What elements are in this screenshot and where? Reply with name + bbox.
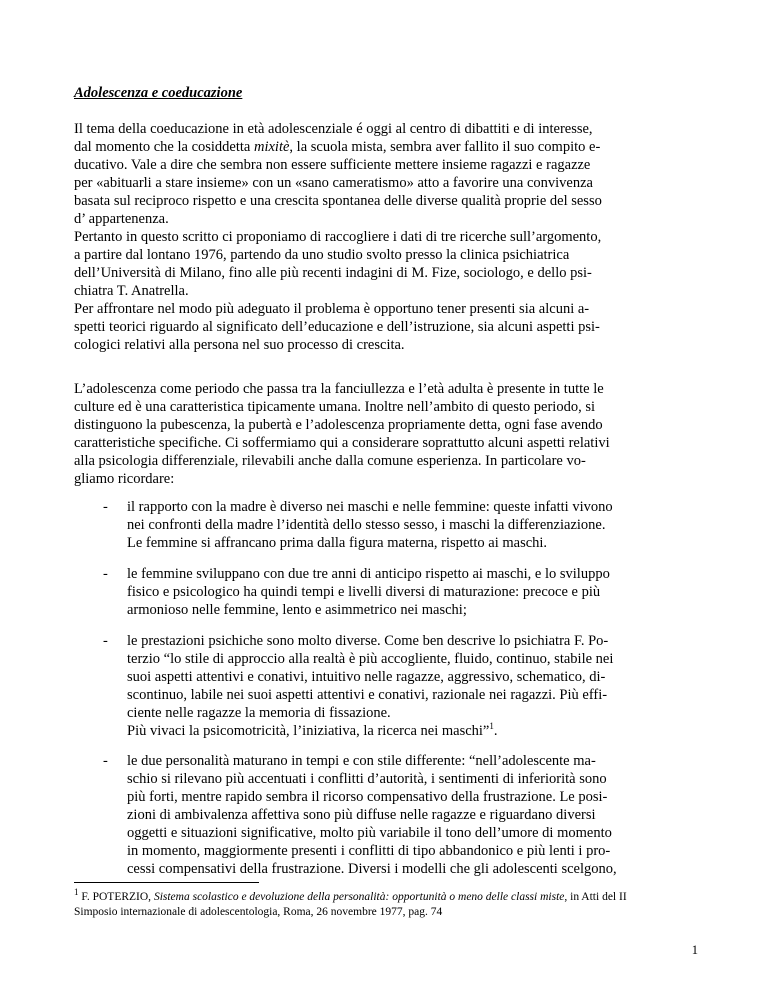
- text-line: Le femmine si affrancano prima dalla figura materna, rispetto ai maschi.: [127, 535, 548, 551]
- paragraph-adolescence: [74, 380, 697, 488]
- text-line: suoi aspetti attentivi e conativi, intuitivo nelle ragazze, aggressivo, schematico, di-: [127, 669, 606, 685]
- text-line: basata sul reciproco rispetto e una crescita spontanea delle diverse qualità proprie del sesso: [74, 193, 602, 209]
- text-line: d’ appartenenza.: [74, 211, 169, 227]
- text-line: ducativo. Vale a dire che sembra non essere sufficiente mettere insieme ragazzi e ragazze: [74, 157, 591, 173]
- footnote-ref: 1: [489, 721, 494, 732]
- text-line: caratteristiche specifiche. Ci soffermiamo qui a considerare soprattutto alcuni aspetti relativi: [74, 435, 610, 451]
- text-line: Il tema della coeducazione in età adolescenziale é oggi al centro di dibattiti e di interesse,: [74, 121, 593, 137]
- mixite-term: mixitè: [253, 139, 290, 155]
- paragraph-intro: [74, 120, 697, 354]
- list-dash: -: [103, 633, 108, 649]
- page-number: 1: [691, 943, 698, 957]
- text-line: le femmine sviluppano con due tre anni di anticipo rispetto ai maschi, e lo sviluppo: [127, 566, 610, 582]
- footnote-line: Simposio internazionale di adolescentologia, Roma, 26 novembre 1977, pag. 74: [74, 906, 443, 918]
- list-item-text: [127, 565, 697, 619]
- list-dash: -: [103, 566, 108, 582]
- list-dash: -: [103, 499, 108, 515]
- text-line: L’adolescenza come periodo che passa tra la fanciullezza e l’età adulta è presente in tutte le: [74, 381, 604, 397]
- list-item-text: [127, 752, 697, 878]
- list-item-text: [127, 498, 697, 552]
- text-line: cessi compensativi della frustrazione. Diversi i modelli che gli adolescenti scelgono,: [127, 861, 617, 877]
- text-line: Per affrontare nel modo più adeguato il problema è opportuno tener presenti sia alcuni a-: [74, 301, 590, 317]
- text-line: alla psicologia differenziale, rilevabili anche dalla comune esperienza. In particolare vo-: [74, 453, 586, 469]
- text-line: cologici relativi alla persona nel suo processo di crescita.: [74, 337, 405, 353]
- text-line: distinguono la pubescenza, la pubertà e l’adolescenza propriamente detta, ogni fase avendo: [74, 417, 603, 433]
- text-line: oggetti e situazioni significative, molto più variabile il tono dell’umore di momento: [127, 825, 612, 841]
- text-line: zioni di ambivalenza affettiva sono più diffuse nelle ragazze e riguardano diversi: [127, 807, 596, 823]
- footnote: [74, 887, 697, 920]
- text-line: chiatra T. Anatrella.: [74, 283, 189, 299]
- list-item-text: [127, 632, 697, 740]
- text-line: in momento, maggiormente presenti i conflitti di tipo abbandonico e più lenti i pro-: [127, 843, 611, 859]
- text-line: il rapporto con la madre è diverso nei maschi e nelle femmine: queste infatti vivono: [127, 499, 613, 515]
- text-line: dell’Università di Milano, fino alle più recenti indagini di M. Fize, sociologo, e dello psi-: [74, 265, 592, 281]
- text-line: Più vivaci la psicomotricità, l’iniziativa, la ricerca nei maschi”$^1$.: [127, 721, 498, 739]
- text-line: fisico e psicologico ha quindi tempi e livelli diversi di maturazione: precoce e più: [127, 584, 601, 600]
- text-line: spetti teorici riguardo al significato dell’educazione e dell’istruzione, sia alcuni aspetti psi-: [74, 319, 600, 335]
- text-line: scontinuo, labile nei suoi aspetti attentivi e conativi, razionale nei ragazzi. Più effi-: [127, 687, 608, 703]
- document-title: Adolescenza e coeducazione: [74, 85, 243, 101]
- footnote-mark: 1: [74, 887, 79, 898]
- footnote-separator: [74, 882, 259, 883]
- list-dash: -: [103, 753, 108, 769]
- text-line: nei confronti della madre l’identità dello stesso sesso, i maschi la differenziazione.: [127, 517, 606, 533]
- text-line: armonioso nelle femmine, lento e asimmetrico nei maschi;: [127, 602, 467, 618]
- text-line: terzio “lo stile di approccio alla realtà è più accogliente, fluido, continuo, stabile nei: [127, 651, 614, 667]
- footnote-line: $^1$ F. POTERZIO, Sistema scolastico e devoluzione della personalità: opportunità o meno delle classi miste, in Atti del II: [74, 887, 627, 903]
- text-line: a partire dal lontano 1976, partendo da uno studio svolto presso la clinica psichiatrica: [74, 247, 570, 263]
- text-line: schio si rilevano più accentuati i conflitti d’autorità, i sentimenti di inferiorità sono: [127, 771, 607, 787]
- text-line: più forti, mentre rapido sembra il ricorso compensativo della frustrazione. Le posi-: [127, 789, 608, 805]
- text-line: per «abituarli a stare insieme» con un «sano cameratismo» atto a favorire una convivenza: [74, 175, 593, 191]
- text-line: le prestazioni psichiche sono molto diverse. Come ben descrive lo psichiatra F. Po-: [127, 633, 609, 649]
- text-line: Pertanto in questo scritto ci proponiamo di raccogliere i dati di tre ricerche sull’argomento,: [74, 229, 602, 245]
- text-line: culture ed è una caratteristica tipicamente umana. Inoltre nell’ambito di questo periodo, si: [74, 399, 596, 415]
- text-line: dal momento che la cosiddetta mixitè, la scuola mista, sembra aver fallito il suo compito e-: [74, 139, 601, 155]
- footnote-work-title: Sistema scolastico e devoluzione della personalità: opportunità o meno delle classi miste: [153, 891, 565, 903]
- text-line: gliamo ricordare:: [74, 471, 175, 487]
- text-line: ciente nelle ragazze la memoria di fissazione.: [127, 705, 391, 721]
- text-line: le due personalità maturano in tempi e con stile differente: “nell’adolescente ma-: [127, 753, 596, 769]
